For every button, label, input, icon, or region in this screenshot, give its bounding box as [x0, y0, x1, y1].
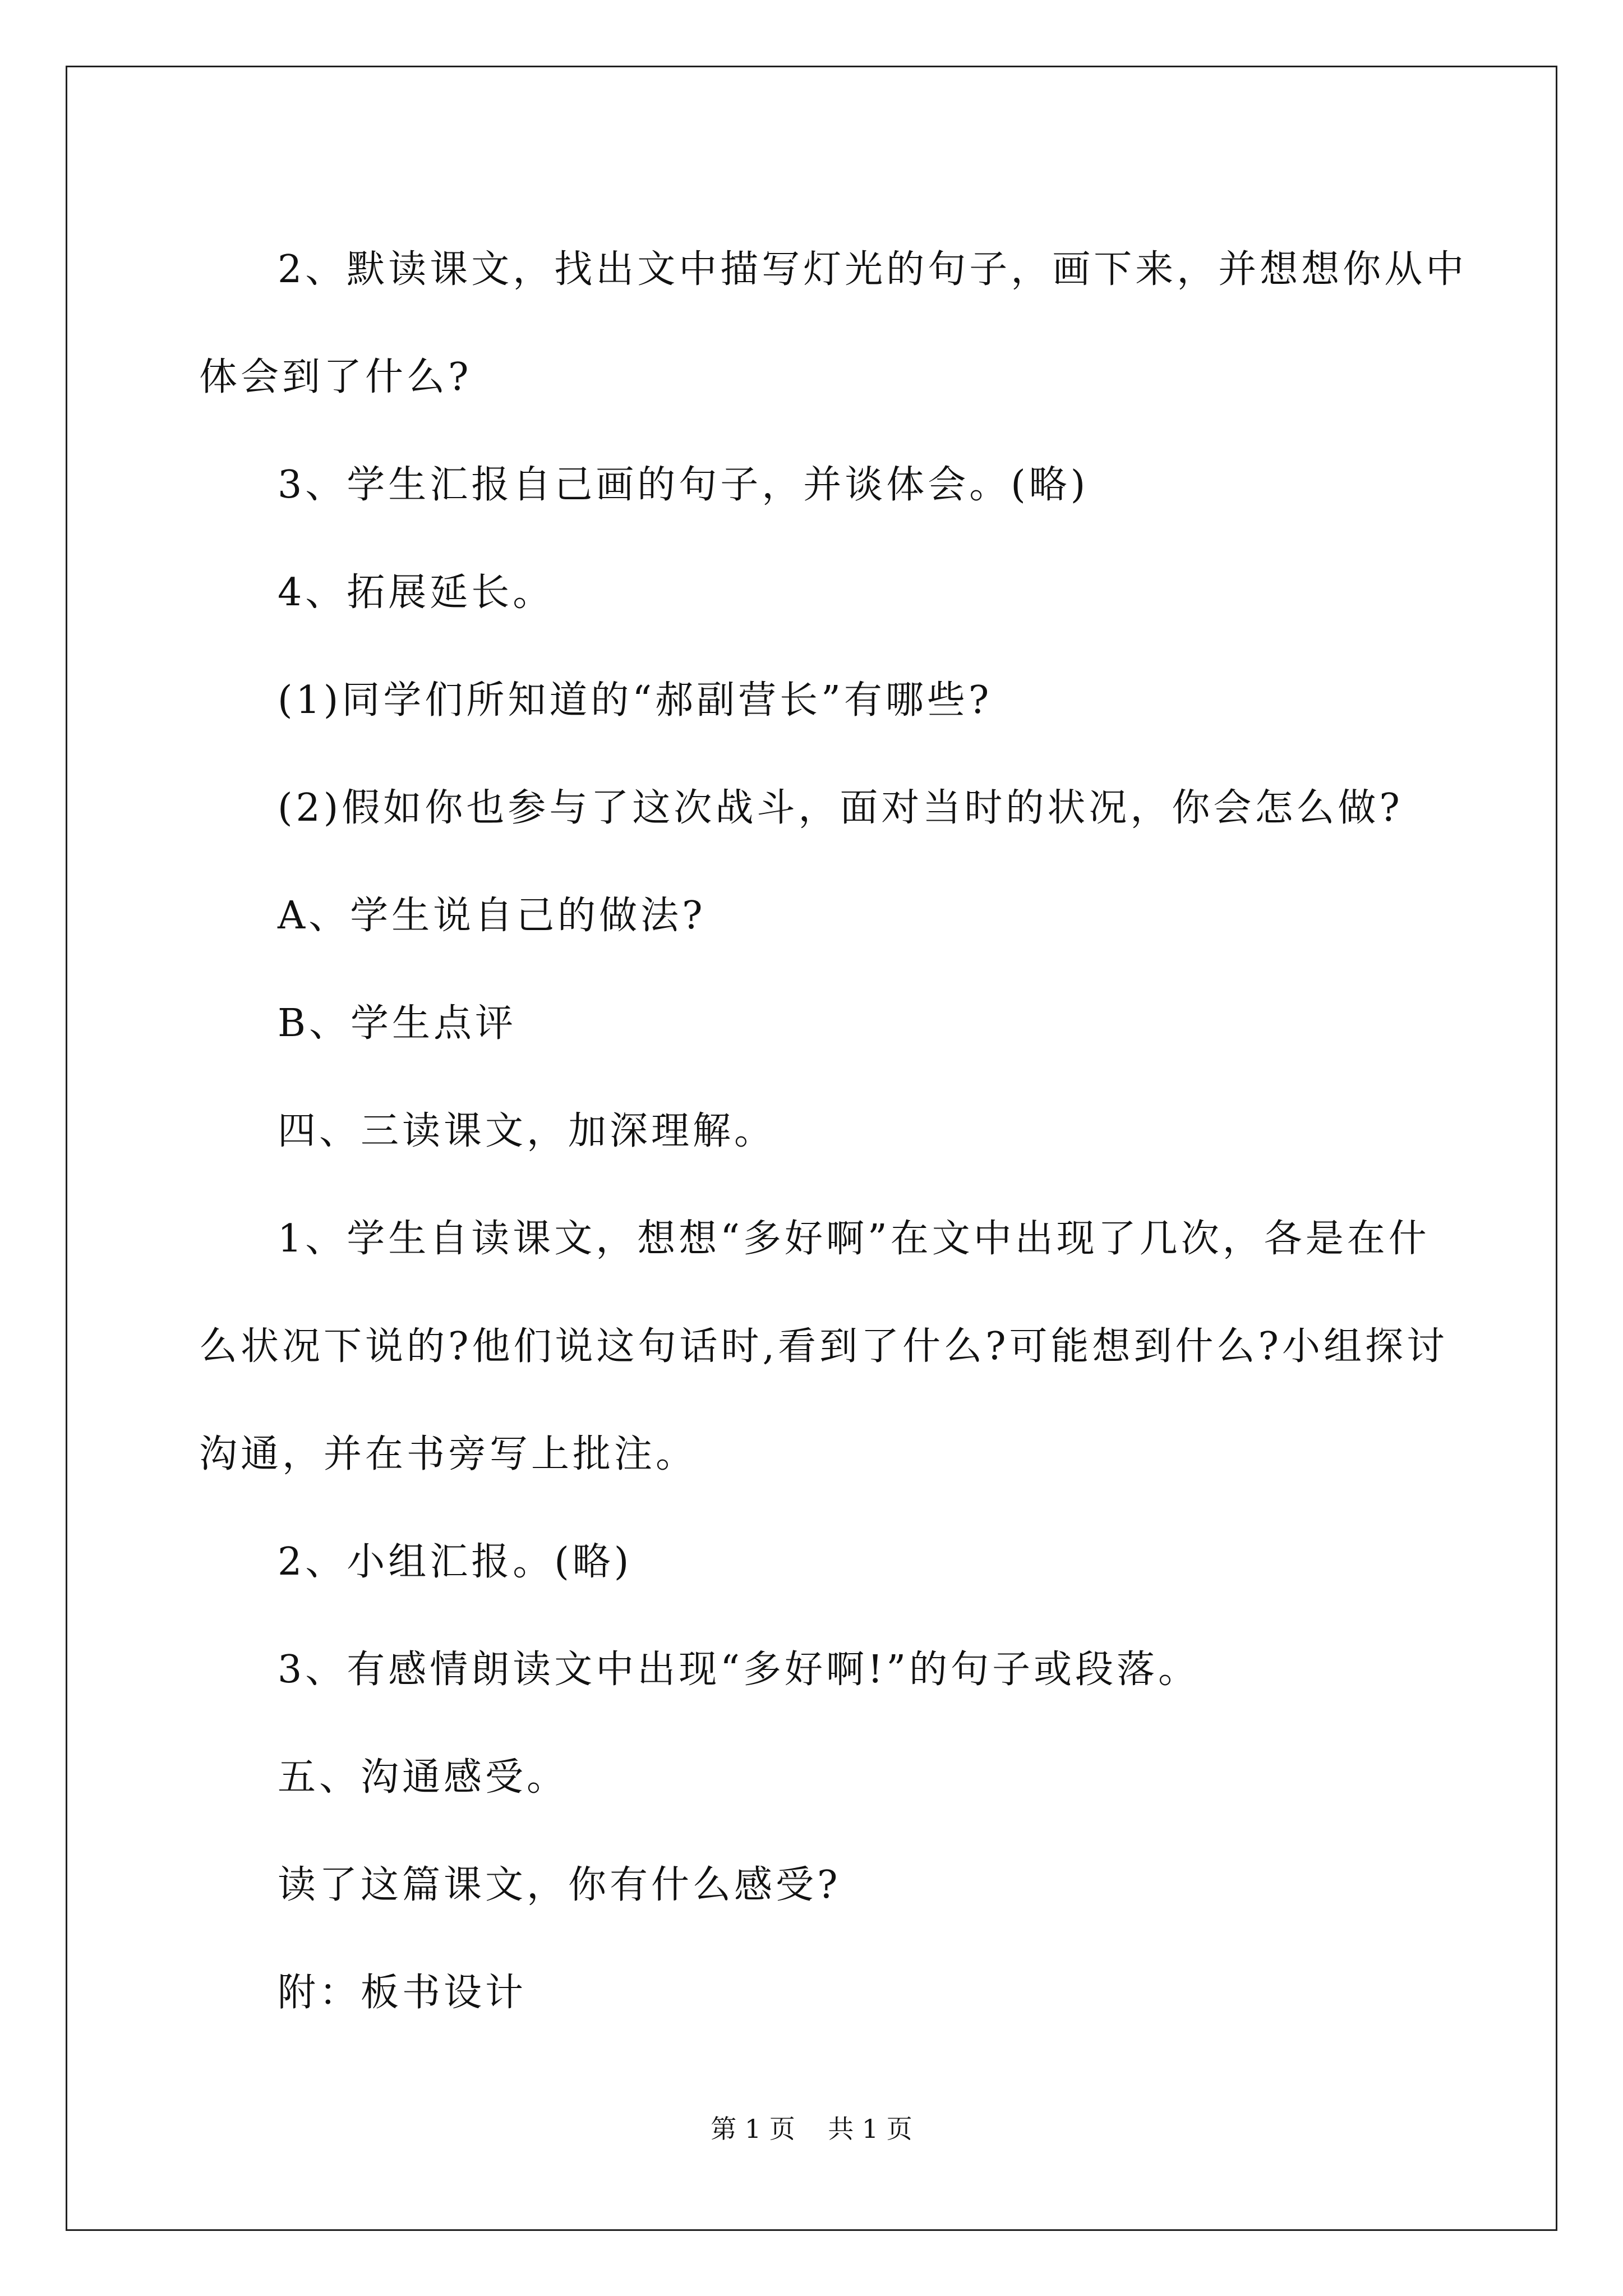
- paragraph-line: 4、拓展延长。: [278, 570, 555, 615]
- paragraph-line: 沟通，并在书旁写上批注。: [199, 1432, 698, 1476]
- section-heading: 五、沟通感受。: [278, 1755, 569, 1800]
- paragraph-line: A、学生说自己的做法?: [278, 894, 706, 938]
- paragraph-line: 3、有感情朗读文中出现“多好啊!”的句子或段落。: [278, 1648, 1200, 1692]
- paragraph-line: 附：板书设计: [278, 1971, 527, 2015]
- paragraph-line: (2)假如你也参与了这次战斗，面对当时的状况，你会怎么做?: [278, 786, 1403, 830]
- paragraph-line: 么状况下说的?他们说这句话时,看到了什么?可能想到什么?小组探讨: [199, 1324, 1448, 1369]
- paragraph-line: 1、学生自读课文，想想“多好啊”在文中出现了几次，各是在什: [278, 1217, 1430, 1261]
- paragraph-line: (1)同学们所知道的“郝副营长”有哪些?: [278, 678, 993, 723]
- page-footer: 第 1 页 共 1 页: [711, 2114, 912, 2144]
- paragraph-line: 2、默读课文，找出文中描写灯光的句子，画下来，并想想你从中: [278, 247, 1468, 292]
- paragraph-line: 3、学生汇报自己画的句子，并谈体会。(略): [278, 463, 1089, 507]
- paragraph-line: 读了这篇课文，你有什么感受?: [278, 1863, 841, 1907]
- document-body: [199, 216, 1468, 2047]
- paragraph-line: 2、小组汇报。(略): [278, 1540, 633, 1584]
- section-heading: 四、三读课文，加深理解。: [278, 1109, 776, 1153]
- paragraph-line: B、学生点评: [278, 1001, 517, 1046]
- paragraph-line: 体会到了什么?: [199, 355, 472, 399]
